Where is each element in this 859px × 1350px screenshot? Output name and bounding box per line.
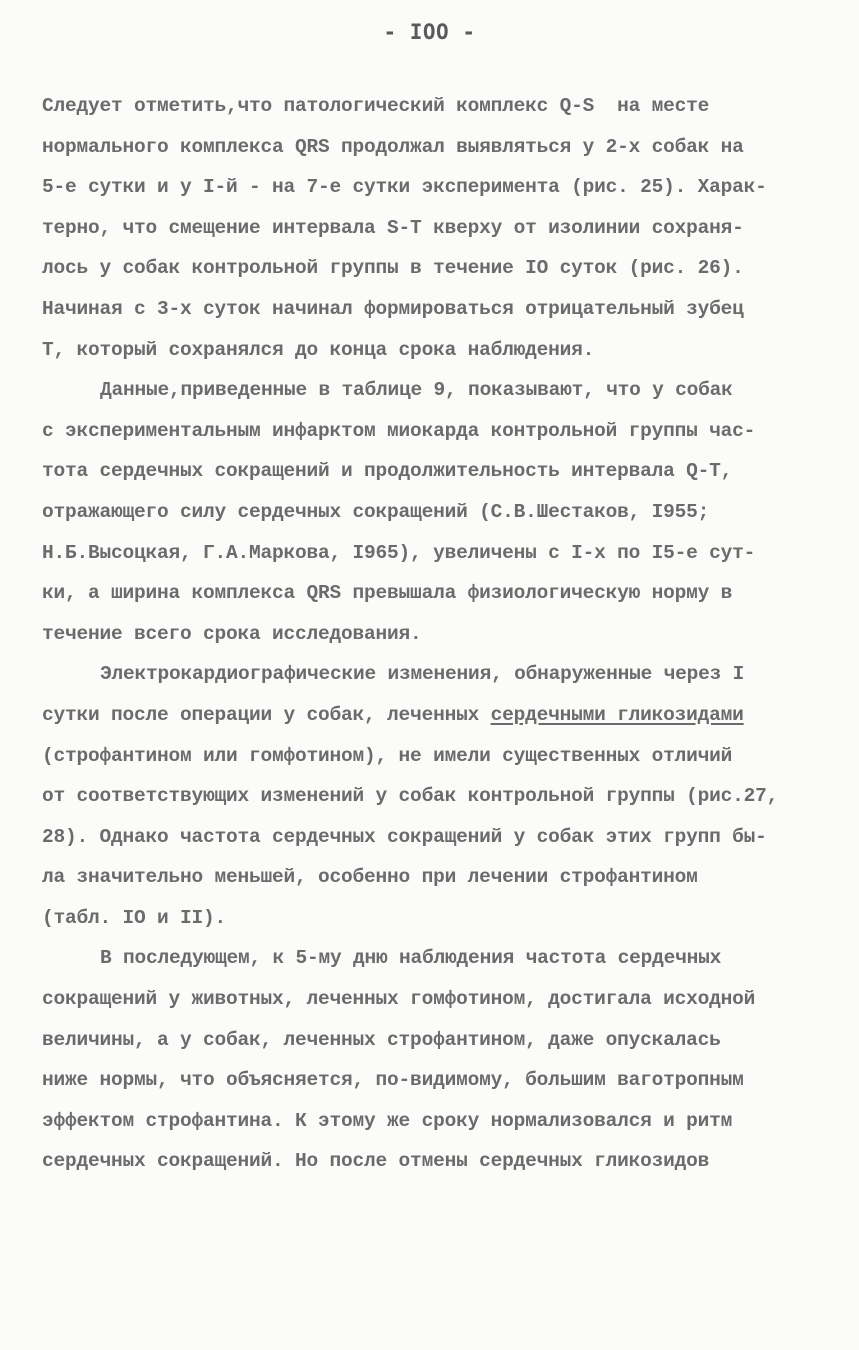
text-line: Электрокардиографические изменения, обнаруженные через I [100,663,745,686]
text-line: эффектом строфантина. К этому же сроку нормализовался и ритм [42,1109,733,1132]
text-line: сокращений у животных, леченных гомфотином, достигала исходной [42,988,756,1011]
text-line: Следует отметить,что патологический комплекс Q-Ѕ на месте [42,95,710,117]
underlined-term: сердечными гликозидами [490,703,744,726]
text-line: величины, а у собак, леченных строфантином, даже опускалась [42,1028,721,1051]
text-line: течение всего срока исследования. [42,622,422,645]
text-line: с экспериментальным инфарктом миокарда контрольной группы час- [42,419,756,442]
text-line: Начиная с 3-х суток начинал формироваться отрицательный зубец [42,297,744,320]
text-line: Данные,приведенные в таблице 9, показывают, что у собак [100,379,733,402]
text-line: лось у собак контрольной группы в течение IO суток (рис. 26). [42,257,744,280]
text-line: 28). Однако частота сердечных сокращений у собак этих групп бы- [42,825,767,848]
text-line: 5-е сутки и у I-й - на 7-е сутки эксперимента (рис. 25). Харак- [42,176,767,199]
text-line: от соответствующих изменений у собак контрольной группы (рис.27, [42,785,779,808]
text-line: сердечных сокращений. Но после отмены сердечных гликозидов [42,1150,710,1173]
text-line: нормального комплекса QRЅ продолжал выявляться у 2-х собак на [42,135,744,158]
text-line: Н.Б.Высоцкая, Г.А.Маркова, I965), увеличены с I-х по I5-е сут- [42,541,756,564]
text-line: отражающего силу сердечных сокращений (С.В.Шестаков, I955; [42,500,710,523]
text-line: терно, что смещение интервала Ѕ-Т кверху от изолинии сохраня- [42,216,744,239]
page-number: - IOO - [383,20,476,44]
text-line: В последующем, к 5-му дню наблюдения частота сердечных [100,947,722,970]
text-segment: сутки после операции у собак, леченных [42,703,491,726]
text-line: тота сердечных сокращений и продолжительность интервала Q-Т, [42,460,733,483]
text-line: ла значительно меньшей, особенно при лечении строфантином [42,866,698,889]
text-line [42,695,832,736]
text-line: (табл. IO и II). [42,906,227,929]
text-line: ки, а ширина комплекса QRЅ превышала физиологическую норму в [42,582,733,605]
text-line: (строфантином или гомфотином), не имели существенных отличий [42,744,733,767]
text-line: Т, который сохранялся до конца срока наблюдения. [42,338,595,361]
body-text [42,86,832,1182]
text-line: ниже нормы, что объясняется, по-видимому, большим ваготропным [42,1069,744,1092]
